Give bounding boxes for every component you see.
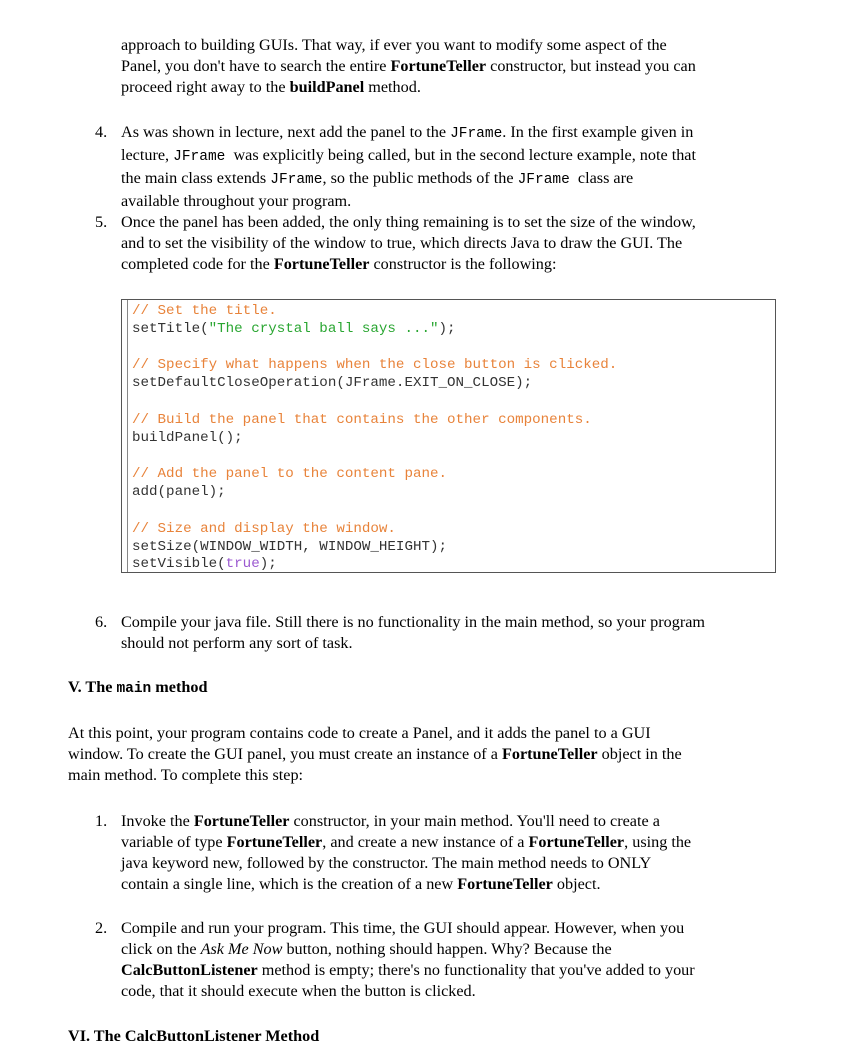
inline-code: JFrame [450, 126, 503, 142]
code-comment: // Add the panel to the content pane. [132, 466, 448, 482]
step-6-text: Compile your java file. Still there is no functionality in the main method, so your program should not perform any sort of task. [121, 613, 705, 652]
code-line: setSize(WINDOW_WIDTH, WINDOW_HEIGHT); [132, 539, 448, 555]
code-line: buildPanel(); [132, 430, 243, 446]
code-comment: // Size and display the window. [132, 521, 396, 537]
code-line: add(panel); [132, 484, 226, 500]
section-5-heading: V. The main method [68, 678, 208, 697]
code-comment: // Build the panel that contains the other components. [132, 412, 592, 428]
code-line: setDefaultCloseOperation(JFrame.EXIT_ON_CLOSE); [132, 375, 533, 391]
section-5-step-2-text: Compile and run your program. This time, the GUI should appear. However, when you click on the Ask Me Now button, nothing should happen. Why? Because the CalcButtonListener method is empty; there's no functionality that you've added to your code, that it should execute when the button is clicked. [121, 919, 695, 1000]
code-keyword: true [225, 556, 260, 572]
code-line: setVisible(true); [132, 556, 277, 572]
section-5-step-2-number: 2. [95, 919, 108, 937]
inline-code: JFrame [173, 149, 226, 165]
inline-code: JFrame [517, 172, 570, 188]
section-5-step-1-text: Invoke the FortuneTeller constructor, in your main method. You'll need to create a variable of type FortuneTeller, and create a new instance of a FortuneTeller, using the java keyword new, followed by the constructor. The main method needs to ONLY contain a single line, which is the creation of a new FortuneTeller object. [121, 812, 692, 893]
inline-code: JFrame [270, 172, 323, 188]
section-5-paragraph: At this point, your program contains code to create a Panel, and it adds the panel to a GUI window. To create the GUI panel, you must create an instance of a FortuneTeller object in the main method. To complete this step: [68, 724, 682, 784]
code-line: setTitle("The crystal ball says ..."); [132, 321, 456, 337]
code-comment: // Specify what happens when the close button is clicked. [132, 357, 618, 373]
code-string: "The crystal ball says ..." [208, 321, 439, 337]
intro-paragraph [121, 35, 781, 98]
intro-line-3: proceed right away to the buildPanel method. [121, 78, 421, 96]
intro-line-1: approach to building GUIs. That way, if ever you want to modify some aspect of the [121, 36, 667, 54]
intro-line-2: Panel, you don't have to search the entire FortuneTeller constructor, but instead you can [121, 57, 696, 75]
step-5-number: 5. [95, 213, 108, 231]
step-5-text: Once the panel has been added, the only thing remaining is to set the size of the window, and to set the visibility of the window to true, which directs Java to draw the GUI. The completed code for the FortuneTeller constructor is the following: [121, 213, 696, 273]
step-6-number: 6. [95, 613, 108, 631]
step-4-number: 4. [95, 123, 108, 141]
section-5-step-1-number: 1. [95, 812, 108, 830]
inline-code: main [116, 681, 152, 697]
step-4-text: As was shown in lecture, next add the panel to the JFrame. In the first example given in lecture, JFrame was explicitly being called, but in the second lecture example, note that the main class extends JFrame, so the public methods of the JFrame class are available throughout your program. [121, 123, 696, 210]
section-6-heading: VI. The CalcButtonListener Method [68, 1027, 320, 1045]
code-comment: // Set the title. [132, 303, 277, 319]
code-block [121, 299, 776, 573]
